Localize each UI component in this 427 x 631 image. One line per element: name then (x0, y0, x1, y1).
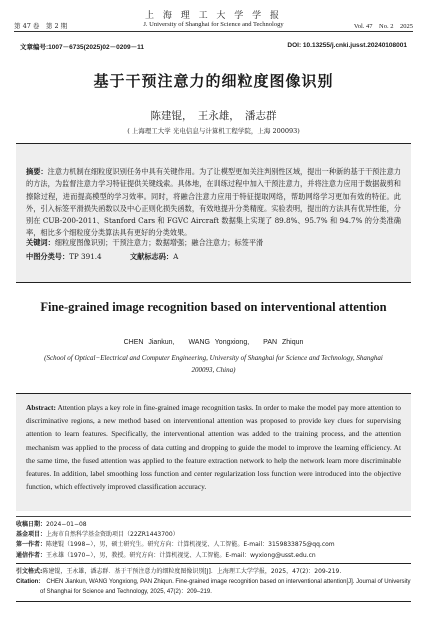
journal-header (14, 8, 413, 32)
affiliation-cn: ( 上海理工大学 光电信息与计算机工程学院，上海 200093) (127, 127, 300, 135)
abstract-en-section (16, 393, 411, 511)
footnotes (16, 516, 411, 561)
keywords-cn-label: 关键词： (26, 238, 55, 247)
affiliation-en: (School of Optical−Electrical and Computer Engineering, University of Shanghai for Science and Technology, Shanghai 200093, China) (44, 354, 383, 374)
authors-en: CHEN Jiankun, WANG Yongxiong, PAN Zhiqun (123, 339, 304, 346)
footnote-first-author (16, 540, 411, 550)
footnote-text: 王永雄（1970−），男，教授。研究方向：计算机视觉、人工智能。E-mail：wyxiong@usst.edu.cn (46, 551, 316, 559)
page-title-cn: 基于干预注意力的细粒度图像识别 (93, 72, 334, 90)
abstract-cn-text: 注意力机制在细粒度识别任务中具有关键作用。为了让模型更加关注判别性区域，提出一种新的基于干预注意力的方法，为监督注意力学习特征提供关键线索。具体地，在训练过程中加入干预注意力，并将注意力应用于数据裁剪和擦除过程，进而提高模型的学习效率。同时，将融合注意力应用于特征提取网络，帮助网络学习更加有效的特征。此外，引入标签平滑损失函数以及中心正则化损失函数，有效地提升分类精度。实验表明，提出的方法具有优异性能，分别在 CUB-200-2011、Stanford Cars 和 FGVC Aircraft 数据集上实现了 89.8%、95.7% 和 94.7% 的分类准确率，相比多个细粒度分类算法具有更好的分类效果。 (26, 167, 401, 238)
classification-cn (26, 252, 401, 262)
abstract-en-text: Attention plays a key role in fine-grained image recognition tasks. In order to make the model pay more attention to discriminative regions, a new method based on interventional attention was proposed to provide key clues for supervising attention to learn features. Specifically, the interventional attention was added to the training process, and the attention mechanism was applied to the process of data cutting and dropping to guide the model to improve the learning efficiency. At the same time, the fused attention was applied to the feature extraction network to help the network learn more discriminable features. In addition, label smoothing loss function and center regularization loss function were introduced into the objective function, which effectively improved classification accuracy. (26, 403, 401, 492)
citation-en-text-cont: of Shanghai for Science and Technology, 2025, 47(2)：209–219. (40, 589, 212, 595)
article-meta (20, 42, 407, 51)
footnote-received (16, 520, 411, 530)
doc-code-value: A (173, 252, 179, 261)
authors-cn: 陈建锟， 王永雄， 潘志群 (150, 110, 277, 122)
citation-en-label: Citation: (16, 579, 41, 585)
volume-issue-en: Vol. 47 No. 2 2025 (353, 23, 413, 30)
journal-name-en: J. University of Shanghai for Science and Technology (143, 21, 284, 28)
footnote-label: 通信作者： (16, 551, 47, 559)
footnote-funding (16, 530, 411, 540)
footnote-text: 2024−01−08 (46, 521, 87, 528)
footnote-label: 收稿日期： (16, 521, 47, 528)
article-number: 文章编号:1007－6735(2025)02－0209－11 (20, 44, 144, 51)
citation-block (16, 563, 411, 602)
abstract-cn-section (16, 143, 411, 283)
citation-cn (16, 567, 411, 577)
classification-label: 中图分类号： (26, 252, 70, 261)
footnote-label: 基金项目： (16, 531, 47, 539)
abstract-cn-label: 摘要： (26, 167, 48, 176)
footnote-label: 第一作者： (16, 541, 47, 549)
abstract-cn (26, 166, 401, 240)
journal-name-cn: 上 海 理 工 大 学 学 报 (144, 11, 283, 21)
abstract-en (26, 401, 401, 493)
doi-link[interactable]: DOI: 10.13255/j.cnki.jusst.20240108001 (287, 42, 407, 49)
citation-en-text: CHEN Jiankun, WANG Yongxiong, PAN Zhiqun. Fine-grained image recognition based on interventional attention[J]. Journal of University (46, 579, 411, 585)
classification-value: TP 391.4 (69, 252, 102, 261)
abstract-en-label: Abstract: (26, 403, 56, 412)
page-title-en: Fine-grained image recognition based on interventional attention (40, 300, 387, 314)
footnote-corresponding-author (16, 551, 411, 561)
keywords-cn (26, 238, 401, 248)
citation-en (16, 577, 411, 597)
keywords-cn-text: 细粒度图像识别；干预注意力；数据增强；融合注意力；标签平滑 (54, 238, 264, 247)
footnote-text: 上海市自然科学基金资助项目（22ZR1443700） (46, 531, 179, 539)
citation-cn-label: 引文格式: (16, 568, 43, 575)
citation-cn-text: 陈建锟，王永雄，潘志群．基于干预注意力的细粒度图像识别[J]．上海理工大学学报，2025，47(2)：209-219. (42, 568, 342, 575)
footnote-text: 陈建锟（1998−），男，硕士研究生。研究方向：计算机视觉、人工智能。E-mail：3159833875@qq.com (46, 541, 335, 549)
volume-issue-cn: 第 47 卷 第 2 期 (14, 22, 68, 30)
doc-code-label: 文献标志码： (129, 252, 174, 261)
